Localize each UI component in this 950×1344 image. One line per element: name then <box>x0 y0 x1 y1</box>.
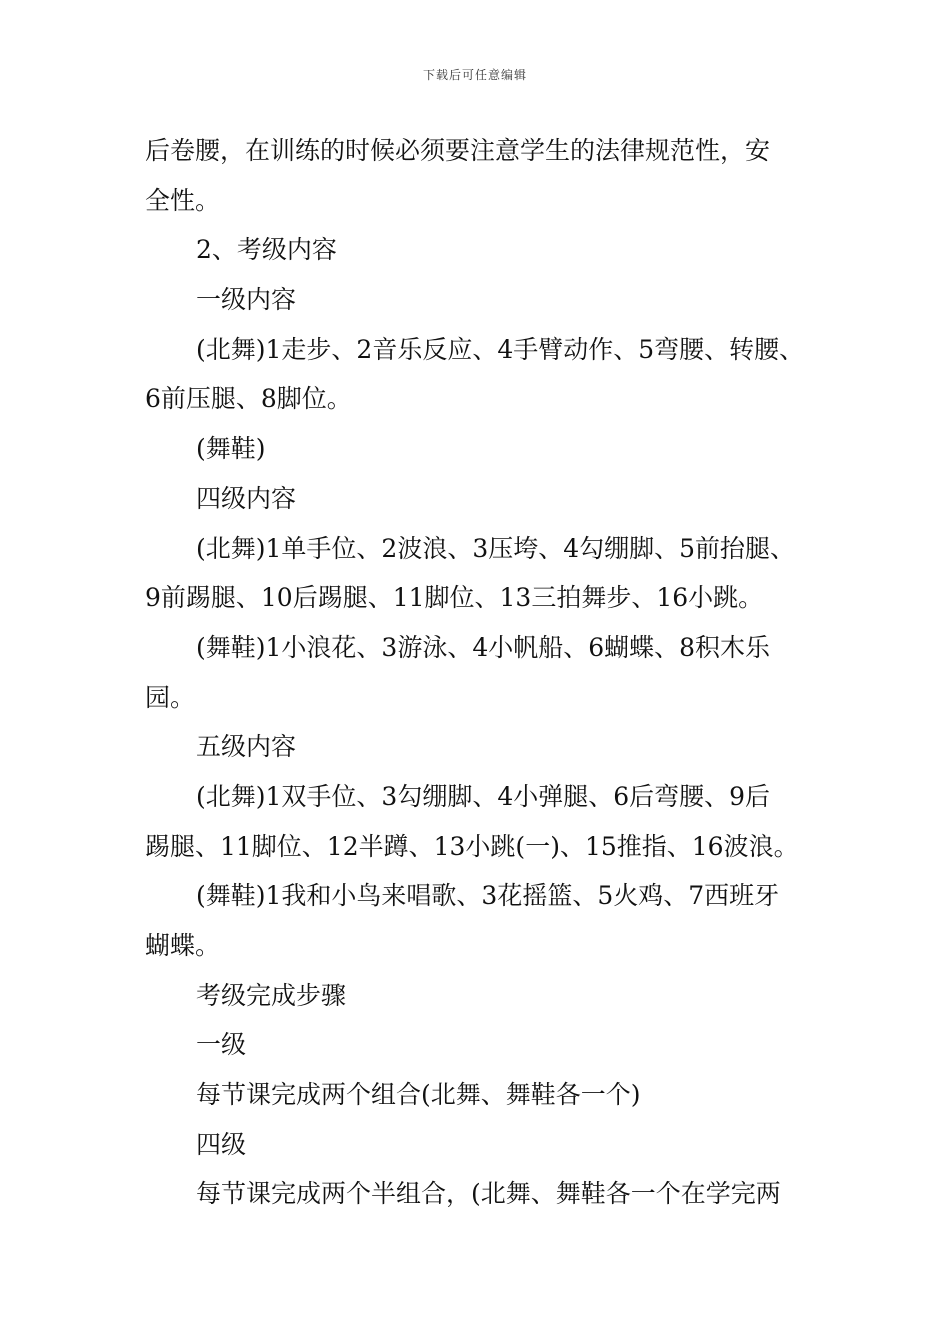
level-heading: 四级内容 <box>196 483 297 513</box>
text-line: (舞鞋)1我和小鸟来唱歌、3花摇篮、5火鸡、7西班牙 <box>196 881 780 911</box>
text-line: 踢腿、11脚位、12半蹲、13小跳(一)、15推指、16波浪。 <box>145 831 799 861</box>
section-heading: 考级完成步骤 <box>196 980 347 1010</box>
text-line: (北舞)1走步、2音乐反应、4手臂动作、5弯腰、转腰、 <box>196 334 805 364</box>
text-line: 每节课完成两个组合(北舞、舞鞋各一个) <box>196 1080 641 1110</box>
text-line: 每节课完成两个半组合，(北舞、舞鞋各一个在学完两 <box>196 1179 781 1209</box>
text-line: 全性。 <box>145 185 221 215</box>
text-line: 园。 <box>145 682 196 712</box>
text-line: (舞鞋)1小浪花、3游泳、4小帆船、6蝴蝶、8积木乐 <box>196 632 771 662</box>
text-line: 后卷腰，在训练的时候必须要注意学生的法律规范性，安 <box>145 136 771 165</box>
level-heading: 四级 <box>196 1129 247 1159</box>
text-line: 9前踢腿、10后踢腿、11脚位、13三拍舞步、16小跳。 <box>145 583 764 613</box>
text-line: 蝴蝶。 <box>145 931 221 960</box>
text-line: (北舞)1双手位、3勾绷脚、4小弹腿、6后弯腰、9后 <box>196 781 771 811</box>
text-line: (舞鞋) <box>196 434 266 464</box>
level-heading: 五级内容 <box>196 732 297 762</box>
page-header: 下载后可任意编辑 <box>422 68 527 82</box>
level-heading: 一级 <box>196 1030 247 1060</box>
section-heading: 2、考级内容 <box>196 235 337 265</box>
text-line: 6前压腿、8脚位。 <box>145 384 352 414</box>
text-line: (北舞)1单手位、2波浪、3压垮、4勾绷脚、5前抬腿、 <box>196 533 796 563</box>
level-heading: 一级内容 <box>196 285 297 315</box>
document-body <box>145 126 825 1219</box>
